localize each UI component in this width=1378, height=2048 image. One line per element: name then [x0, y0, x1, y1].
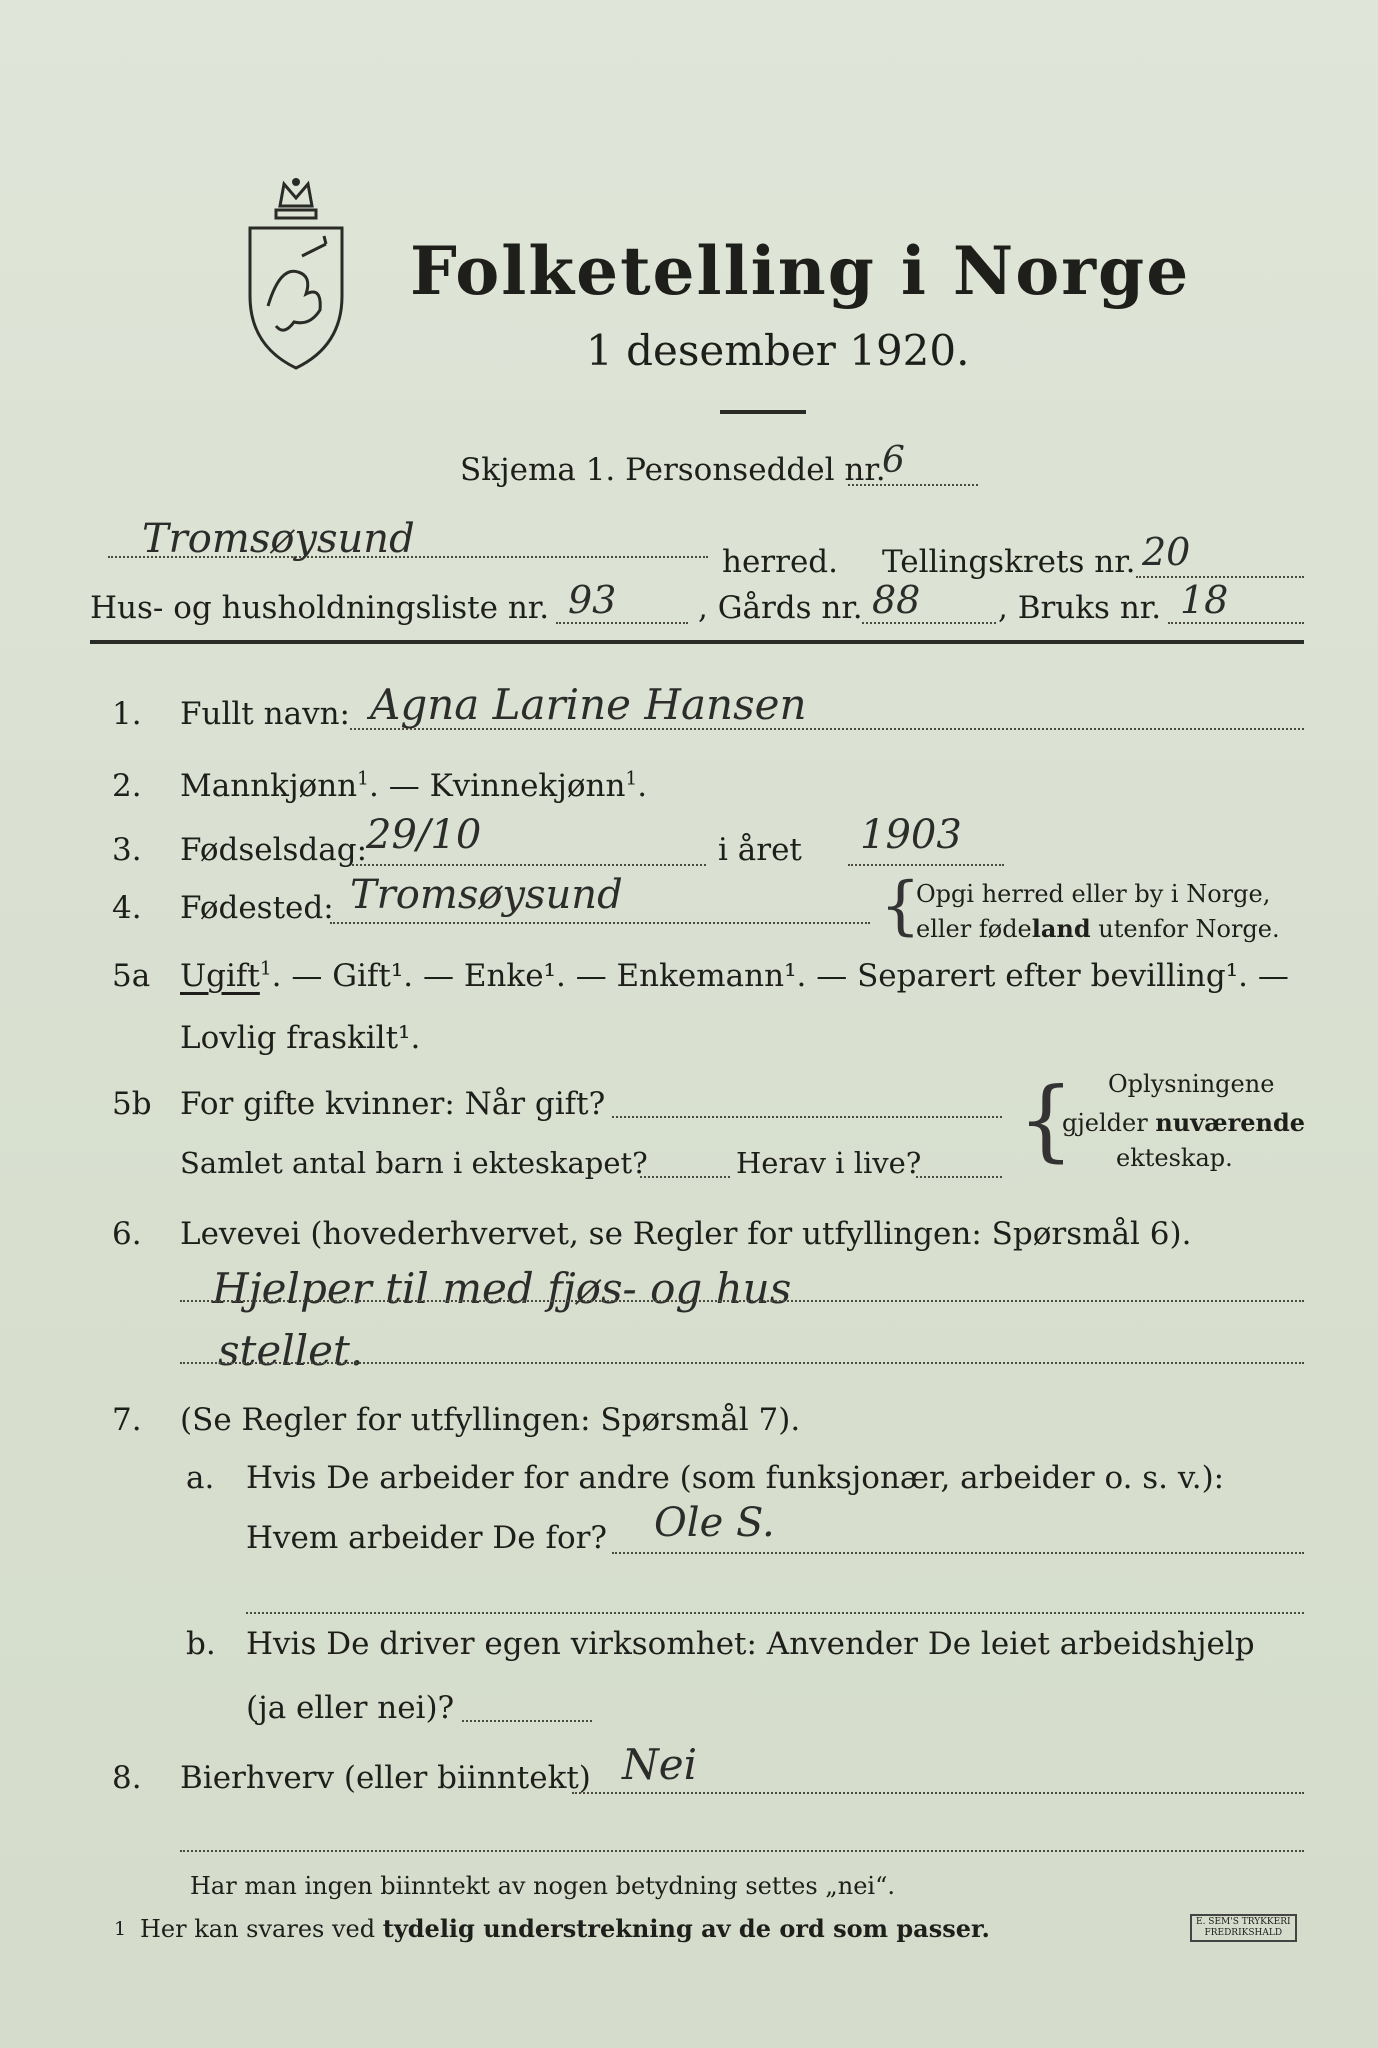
q7b-label: Hvis De driver egen virksomhet: Anvender De leiet arbeidshjelp [246, 1626, 1255, 1662]
q5a-number: 5a [112, 958, 151, 994]
q5a-ugift-footnote-mark: 1 [259, 958, 272, 980]
q5b-alive-dotline [916, 1176, 1002, 1178]
q5b-brace: { [1018, 1068, 1074, 1171]
q4-note2c: utenfor Norge. [1090, 915, 1280, 943]
bruks-dotline [1168, 622, 1304, 624]
q1-label: Fullt navn: [180, 696, 350, 732]
herred-label: herred. [722, 544, 838, 580]
header-divider [90, 640, 1304, 644]
q5b-note3: ekteskap. [1116, 1144, 1233, 1172]
footnote-text [140, 1914, 990, 1943]
q3-number: 3. [112, 832, 142, 868]
q5b-alive-label: Herav i live? [736, 1146, 922, 1180]
ugift-option[interactable]: Ugift [180, 958, 260, 994]
q4-note2a: eller føde [916, 915, 1032, 943]
q7a-label: Hvis De arbeider for andre (som funksjonær, arbeider o. s. v.): [246, 1460, 1225, 1496]
q7a-dotline-2 [246, 1612, 1304, 1614]
gards-value[interactable]: 88 [872, 578, 921, 622]
female-option[interactable]: Kvinnekjønn [429, 768, 626, 804]
q2-gender-options [180, 768, 647, 804]
printer-stamp [1190, 1914, 1297, 1942]
birth-year-value[interactable]: 1903 [860, 812, 962, 858]
q7b-dotline [462, 1720, 592, 1722]
q2-male-footnote-mark: 1 [357, 768, 369, 790]
husholdningsliste-value[interactable]: 93 [568, 578, 617, 622]
q5b-children-label: Samlet antal barn i ekteskapet? [180, 1146, 648, 1180]
tellingskrets-value[interactable]: 20 [1142, 530, 1191, 574]
q6-dotline-1 [180, 1300, 1304, 1302]
q4-label: Fødested: [180, 890, 334, 926]
q2-separator: . — [369, 768, 430, 804]
q4-note-line2 [916, 914, 1280, 943]
printer-stamp-line2: FREDRIKSHALD [1204, 1928, 1283, 1938]
q5b-note2b: nuværende [1155, 1108, 1306, 1137]
q6-number: 6. [112, 1216, 142, 1252]
q5a-other-options: . — Gift¹. — Enke¹. — Enkemann¹. — Separert efter bevilling¹. — [271, 958, 1289, 994]
q5b-children-dotline [640, 1176, 730, 1178]
form-title: Folketelling i Norge [410, 232, 1191, 310]
birth-date-value[interactable]: 29/10 [366, 812, 482, 858]
q5b-number: 5b [112, 1086, 152, 1122]
q2-female-footnote-mark: 1 [625, 768, 638, 790]
q8-label: Bierhverv (eller biinntekt) [180, 1760, 591, 1796]
q7a-dotline-1 [612, 1552, 1304, 1554]
occupation-value-line2[interactable]: stellet. [218, 1326, 364, 1375]
schema-label: Skjema 1. Personseddel nr. [460, 452, 886, 488]
husholdningsliste-label: Hus- og husholdningsliste nr. [90, 590, 550, 626]
census-date: 1 desember 1920. [586, 326, 970, 375]
q8-dotline-2 [180, 1850, 1304, 1852]
q7b-label2: (ja eller nei)? [246, 1690, 455, 1726]
schema-dotline [848, 484, 978, 486]
q7-label: (Se Regler for utfyllingen: Spørsmål 7). [180, 1402, 801, 1438]
husholdningsliste-dotline [556, 622, 688, 624]
q3-label: Fødselsdag: [180, 832, 368, 868]
q4-brace: { [880, 869, 921, 943]
q5a-marital-options [180, 958, 1289, 994]
q4-number: 4. [112, 890, 142, 926]
bruks-label: , Bruks nr. [998, 590, 1162, 626]
footnote-number: 1 [114, 1918, 127, 1940]
full-name-value[interactable]: Agna Larine Hansen [370, 680, 807, 729]
q4-note2b: land [1031, 914, 1091, 943]
q5b-label: For gifte kvinner: Når gift? [180, 1086, 606, 1122]
herred-value[interactable]: Tromsøysund [142, 516, 415, 562]
footnote-text-a: Her kan svares ved [140, 1915, 383, 1943]
q1-number: 1. [112, 696, 142, 732]
tellingskrets-label: Tellingskrets nr. [882, 544, 1136, 580]
q2-end: . [637, 768, 648, 804]
male-option[interactable]: Mannkjønn [180, 768, 358, 804]
q3-year-dotline [848, 864, 1004, 866]
q7b-letter: b. [186, 1626, 216, 1662]
q7-number: 7. [112, 1402, 142, 1438]
q5a-line2: Lovlig fraskilt¹. [180, 1020, 421, 1056]
q7a-label2: Hvem arbeider De for? [246, 1520, 608, 1556]
printer-stamp-line1: E. SEM'S TRYKKERI [1196, 1917, 1291, 1927]
q2-number: 2. [112, 768, 142, 804]
employer-value[interactable]: Ole S. [654, 1500, 775, 1546]
birthplace-value[interactable]: Tromsøysund [350, 872, 623, 918]
occupation-value-line1[interactable]: Hjelper til med fjøs- og hus [212, 1264, 792, 1313]
title-divider [720, 410, 806, 414]
q4-dotline [330, 922, 870, 924]
bruks-value[interactable]: 18 [1180, 578, 1229, 622]
q8-number: 8. [112, 1760, 142, 1796]
q3-year-label: i året [718, 832, 802, 868]
q3-dotline [352, 864, 706, 866]
norway-coat-of-arms-icon [240, 176, 352, 372]
gards-label: , Gårds nr. [698, 590, 863, 626]
q6-label: Levevei (hovederhvervet, se Regler for utfyllingen: Spørsmål 6). [180, 1216, 1192, 1252]
personseddel-number[interactable]: 6 [882, 440, 905, 481]
q6-dotline-2 [180, 1362, 1304, 1364]
nei-instruction: Har man ingen biinntekt av nogen betydning settes „nei“. [190, 1872, 895, 1900]
side-income-value[interactable]: Nei [622, 1740, 698, 1789]
q8-dotline-1 [572, 1792, 1304, 1794]
q5b-note2a: gjelder [1062, 1109, 1156, 1137]
footnote-text-b: tydelig understrekning av de ord som passer. [382, 1914, 990, 1943]
gards-dotline [862, 622, 996, 624]
q5b-note2 [1062, 1108, 1305, 1137]
q5b-married-dotline [612, 1116, 1002, 1118]
q5b-note1: Oplysningene [1108, 1070, 1275, 1098]
q7a-letter: a. [186, 1460, 215, 1496]
q4-note-line1: Opgi herred eller by i Norge, [916, 880, 1271, 908]
